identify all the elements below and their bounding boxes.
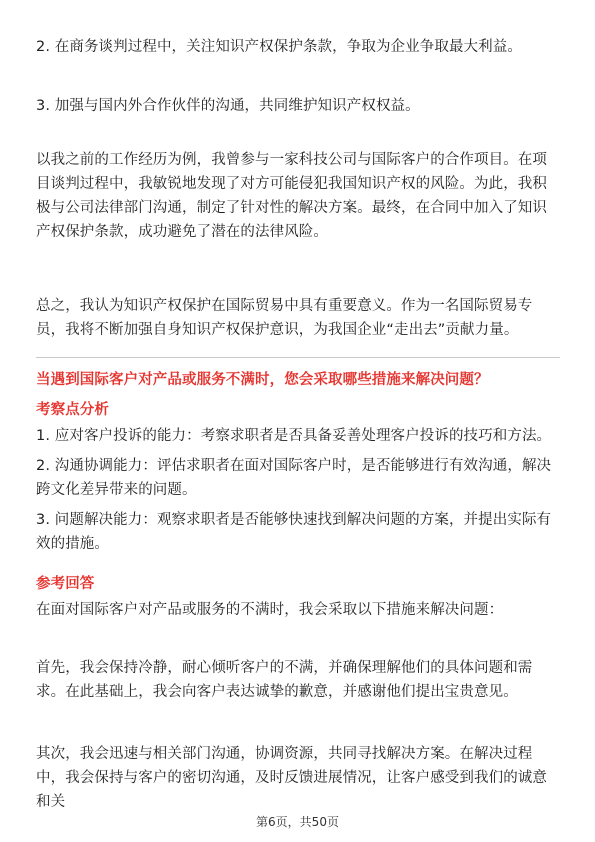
paragraph: 2. 在商务谈判过程中，关注知识产权保护条款，争取为企业争取最大利益。: [36, 39, 522, 55]
answer-paragraph: 其次，我会迅速与相关部门沟通，协调资源，共同寻找解决方案。在解决过程中，我会保持与客户的密切沟通，及时反馈进展情况，让客户感受到我们的诚意和关: [36, 746, 547, 810]
analysis-item: 3. 问题解决能力：观察求职者是否能够快速找到解决问题的方案，并提出实际有效的措施。: [36, 512, 552, 552]
analysis-item: 2. 沟通协调能力：评估求职者在面对国际客户时，是否能够进行有效沟通，解决跨文化差异带来的问题。: [36, 458, 552, 498]
answer-heading: 参考回答: [36, 576, 95, 592]
paragraph: 3. 加强与国内外合作伙伴的沟通，共同维护知识产权权益。: [36, 98, 420, 114]
answer-paragraph: 在面对国际客户对产品或服务的不满时，我会采取以下措施来解决问题：: [36, 602, 504, 618]
document-page: [36, 0, 560, 842]
answer-paragraph: 首先，我会保持冷静，耐心倾听客户的不满，并确保理解他们的具体问题和需求。在此基础上，我会向客户表达诚挚的歉意，并感谢他们提出宝贵意见。: [36, 660, 533, 700]
paragraph: 总之，我认为知识产权保护在国际贸易中具有重要意义。作为一名国际贸易专员，我将不断加强自身知识产权保护意识，为我国企业“走出去”贡献力量。: [36, 298, 533, 338]
section-divider: [36, 357, 560, 358]
question-heading: 当遇到国际客户对产品或服务不满时，您会采取哪些措施来解决问题？: [36, 372, 489, 388]
page-number: 第6页，共50页: [256, 815, 339, 829]
paragraph: 以我之前的工作经历为例，我曾参与一家科技公司与国际客户的合作项目。在项目谈判过程中，我敏锐地发现了对方可能侵犯我国知识产权的风险。为此，我积极与公司法律部门沟通，制定了针对性的解决方案。最终，在合同中加入了知识产权保护条款，成功避免了潜在的法律风险。: [36, 152, 547, 240]
analysis-item: 1. 应对客户投诉的能力：考察求职者是否具备妥善处理客户投诉的技巧和方法。: [36, 428, 552, 444]
analysis-heading: 考察点分析: [36, 402, 109, 418]
